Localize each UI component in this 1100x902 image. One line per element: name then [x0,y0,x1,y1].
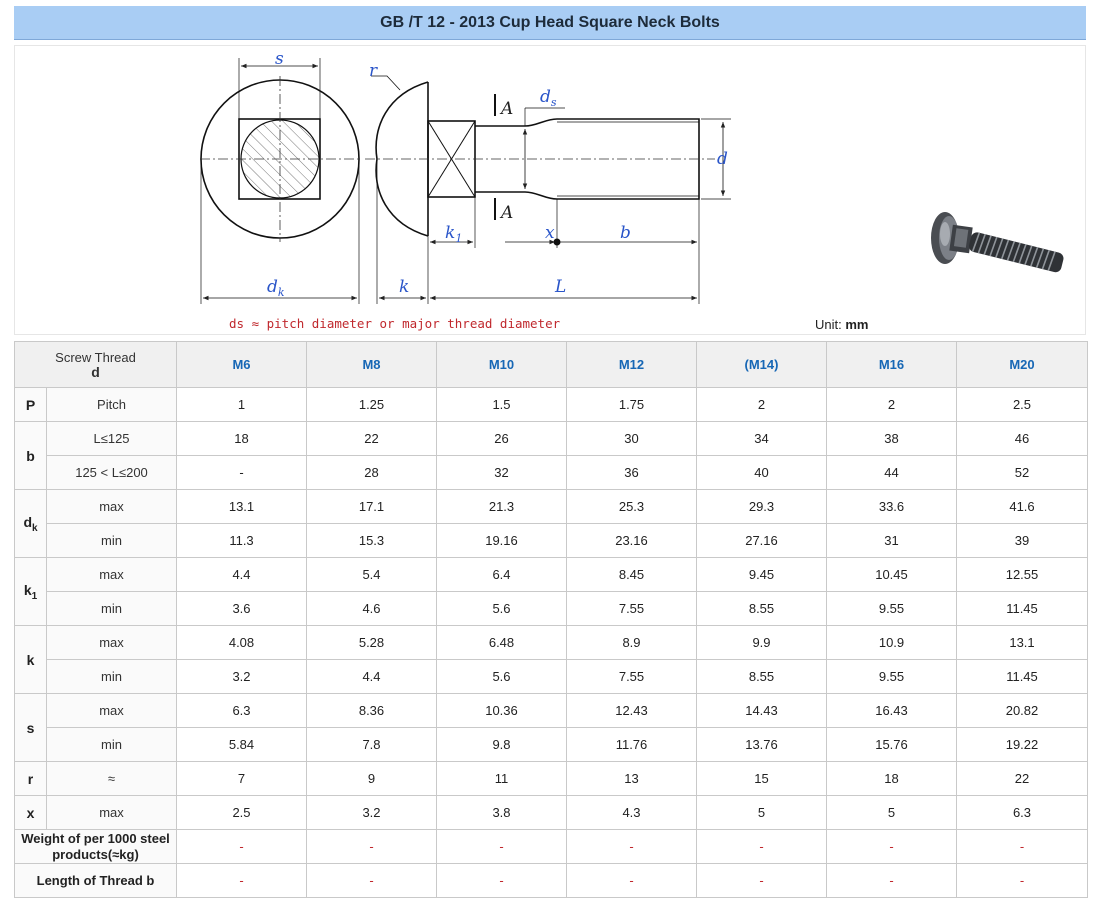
size-header: M8 [307,342,437,388]
condition-label: min [47,660,177,694]
label-a-top: A [501,99,514,119]
size-header: M16 [827,342,957,388]
table-cell: 11.76 [567,728,697,762]
label-s: s [275,49,284,69]
table-cell: 1.75 [567,388,697,422]
table-cell: 10.45 [827,558,957,592]
table-cell: 4.4 [307,660,437,694]
table-cell: - [567,830,697,864]
table-cell: 36 [567,456,697,490]
table-cell: 8.36 [307,694,437,728]
table-cell: 13.1 [177,490,307,524]
label-a-bottom: A [501,203,514,223]
table-cell: 7.8 [307,728,437,762]
param-label: P [15,388,47,422]
table-cell: 34 [697,422,827,456]
table-cell: 19.16 [437,524,567,558]
table-cell: 5.6 [437,592,567,626]
table-cell: - [827,830,957,864]
table-row [15,660,1088,694]
param-label: $k_1$ [15,558,47,626]
size-header: M20 [957,342,1088,388]
bolt-side-view [365,76,731,304]
label-l: L [555,277,567,297]
table-row [15,626,1088,660]
table-cell: - [957,830,1088,864]
table-cell: 4.6 [307,592,437,626]
label-d: d [717,149,728,169]
table-cell: 4.08 [177,626,307,660]
table-cell: 8.45 [567,558,697,592]
table-cell: 4.3 [567,796,697,830]
table-row [15,864,1088,898]
table-cell: - [697,830,827,864]
table-cell: 39 [957,524,1088,558]
table-cell: - [307,864,437,898]
param-label: r [15,762,47,796]
table-cell: 27.16 [697,524,827,558]
table-cell: 5.4 [307,558,437,592]
table-row [15,762,1088,796]
size-header: M6 [177,342,307,388]
table-cell: 11 [437,762,567,796]
table-cell: 22 [957,762,1088,796]
table-cell: 10.9 [827,626,957,660]
param-label: b [15,422,47,490]
condition-label: 125 < L≤200 [47,456,177,490]
table-cell: 2.5 [957,388,1088,422]
table-row [15,728,1088,762]
table-cell: - [177,456,307,490]
table-cell: 9.55 [827,660,957,694]
table-cell: 22 [307,422,437,456]
table-cell: 2 [697,388,827,422]
label-b: b [620,223,631,243]
table-cell: 9.45 [697,558,827,592]
table-cell: 6.3 [177,694,307,728]
table-cell: - [307,830,437,864]
table-cell: - [697,864,827,898]
table-cell: 6.4 [437,558,567,592]
table-cell: 8.55 [697,592,827,626]
table-cell: 52 [957,456,1088,490]
table-cell: - [177,830,307,864]
table-cell: 20.82 [957,694,1088,728]
table-row [15,456,1088,490]
label-k1: $k_1$ [445,223,463,245]
screw-thread-header: Screw Thread d [15,342,177,388]
label-r: r [369,61,378,81]
table-row [15,558,1088,592]
label-x: x [545,223,555,243]
table-cell: 7.55 [567,592,697,626]
condition-label: Pitch [47,388,177,422]
table-cell: 2.5 [177,796,307,830]
table-cell: 8.9 [567,626,697,660]
table-cell: - [827,864,957,898]
table-cell: 3.2 [307,796,437,830]
table-cell: 33.6 [827,490,957,524]
ds-note: ds ≈ pitch diameter or major thread diameter [229,316,561,331]
bolt-drawing-panel [14,45,1086,335]
table-cell: 8.55 [697,660,827,694]
table-cell: 12.55 [957,558,1088,592]
param-label: x [15,796,47,830]
param-label: $d_k$ [15,490,47,558]
table-cell: 5.28 [307,626,437,660]
table-cell: 5 [697,796,827,830]
table-cell: - [177,864,307,898]
table-cell: 9.9 [697,626,827,660]
table-cell: 7.55 [567,660,697,694]
condition-label: min [47,592,177,626]
table-cell: 21.3 [437,490,567,524]
table-cell: 44 [827,456,957,490]
table-cell: - [957,864,1088,898]
table-cell: 25.3 [567,490,697,524]
size-header: (M14) [697,342,827,388]
condition-label: min [47,524,177,558]
weight-label: Weight of per 1000 steel products(≈kg) [15,830,177,864]
table-cell: 9.8 [437,728,567,762]
condition-label: L≤125 [47,422,177,456]
table-cell: 14.43 [697,694,827,728]
table-cell: 29.3 [697,490,827,524]
table-cell: 11.45 [957,660,1088,694]
condition-label: ≈ [47,762,177,796]
table-cell: 5.84 [177,728,307,762]
table-cell: 40 [697,456,827,490]
table-cell: 3.8 [437,796,567,830]
table-cell: 32 [437,456,567,490]
table-cell: 12.43 [567,694,697,728]
condition-label: min [47,728,177,762]
table-row [15,796,1088,830]
unit-label: Unit: mm [815,317,869,332]
table-row [15,490,1088,524]
table-cell: 17.1 [307,490,437,524]
condition-label: max [47,694,177,728]
table-cell: 16.43 [827,694,957,728]
table-cell: 13.1 [957,626,1088,660]
table-cell: 4.4 [177,558,307,592]
condition-label: max [47,558,177,592]
size-header: M12 [567,342,697,388]
table-cell: 13.76 [697,728,827,762]
table-cell: 46 [957,422,1088,456]
page-title: GB /T 12 - 2013 Cup Head Square Neck Bolts [14,6,1086,40]
table-cell: 15.76 [827,728,957,762]
table-cell: 9.55 [827,592,957,626]
param-label: k [15,626,47,694]
bolt-technical-drawing [15,46,1087,336]
table-cell: 5.6 [437,660,567,694]
head-front-view [200,58,360,304]
table-cell: 1.25 [307,388,437,422]
label-k: k [399,277,410,297]
size-header: M10 [437,342,567,388]
table-cell: 31 [827,524,957,558]
table-header-row [15,342,1088,388]
table-cell: 13 [567,762,697,796]
table-cell: 1.5 [437,388,567,422]
table-row [15,388,1088,422]
table-cell: 3.6 [177,592,307,626]
condition-label: max [47,490,177,524]
table-cell: 6.48 [437,626,567,660]
table-cell: 28 [307,456,437,490]
table-cell: - [437,830,567,864]
table-cell: 38 [827,422,957,456]
table-row [15,830,1088,864]
table-cell: - [567,864,697,898]
table-cell: 5 [827,796,957,830]
table-cell: 10.36 [437,694,567,728]
label-ds: $d_s$ [540,87,557,109]
table-cell: 15.3 [307,524,437,558]
table-cell: 18 [827,762,957,796]
table-cell: 18 [177,422,307,456]
table-row [15,524,1088,558]
table-cell: 11.3 [177,524,307,558]
bolt-photo [931,212,1065,273]
table-row [15,592,1088,626]
label-dk: $d_k$ [267,277,285,299]
table-row [15,422,1088,456]
table-cell: - [437,864,567,898]
table-cell: 26 [437,422,567,456]
table-cell: 2 [827,388,957,422]
table-cell: 3.2 [177,660,307,694]
table-cell: 19.22 [957,728,1088,762]
condition-label: max [47,626,177,660]
specification-table [14,341,1088,898]
table-cell: 6.3 [957,796,1088,830]
table-cell: 23.16 [567,524,697,558]
table-cell: 7 [177,762,307,796]
table-cell: 30 [567,422,697,456]
condition-label: max [47,796,177,830]
table-cell: 9 [307,762,437,796]
table-cell: 1 [177,388,307,422]
table-row [15,694,1088,728]
param-label: s [15,694,47,762]
table-cell: 15 [697,762,827,796]
table-cell: 41.6 [957,490,1088,524]
thread-length-label: Length of Thread b [15,864,177,898]
table-cell: 11.45 [957,592,1088,626]
